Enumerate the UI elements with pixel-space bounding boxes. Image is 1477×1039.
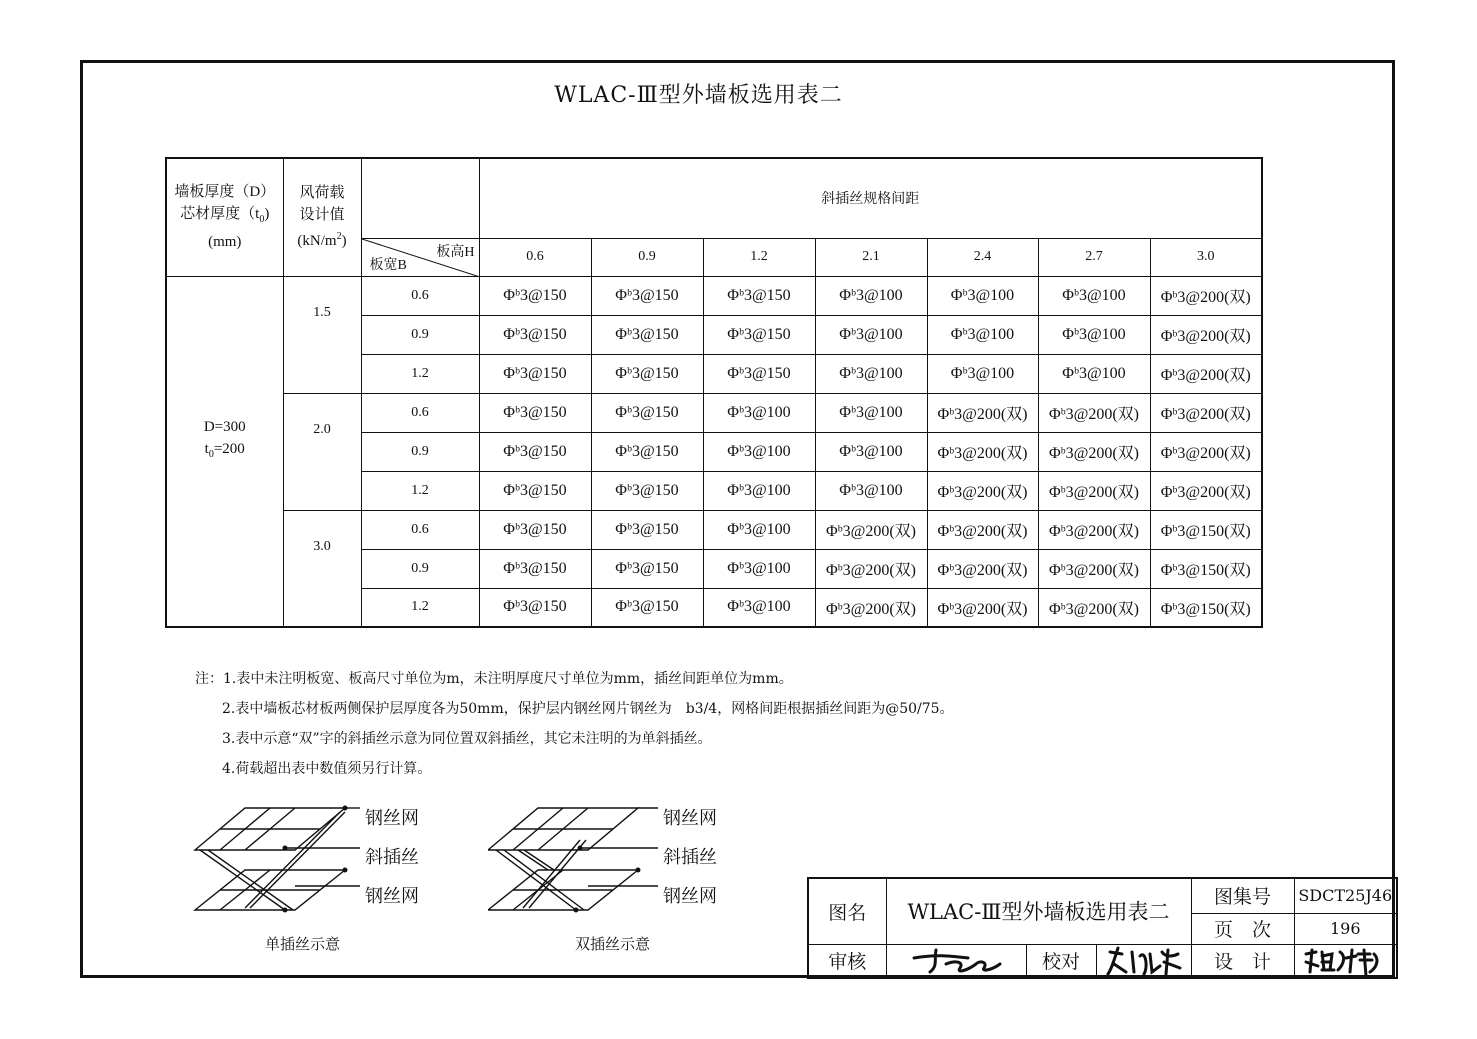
spacing-cell: Φᵇ3@150 — [479, 510, 591, 549]
header-height-1.2: 1.2 — [703, 238, 815, 276]
header-thickness-line3: (mm) — [208, 234, 242, 251]
title-block-name-value: WLAC-Ⅲ型外墙板选用表二 — [886, 878, 1191, 944]
spacing-cell: Φᵇ3@150 — [591, 549, 703, 588]
wind-load-cell: 2.0 — [283, 393, 361, 510]
page-title: WLAC-Ⅲ型外墙板选用表二 — [554, 83, 843, 108]
spacing-cell: Φᵇ3@150 — [479, 432, 591, 471]
spacing-cell: Φᵇ3@100 — [703, 549, 815, 588]
table-row — [166, 276, 1262, 315]
title-block-page-label: 页 次 — [1191, 913, 1294, 944]
title-block-atlas-label: 图集号 — [1191, 878, 1294, 913]
spacing-cell: Φᵇ3@100 — [1038, 354, 1150, 393]
spacing-cell: Φᵇ3@200(双) — [815, 510, 927, 549]
board-width-cell: 0.6 — [361, 276, 479, 315]
spacing-cell: Φᵇ3@100 — [815, 276, 927, 315]
spacing-cell: Φᵇ3@200(双) — [815, 549, 927, 588]
note-item: 注：1.表中未注明板宽、板高尺寸单位为m，未注明厚度尺寸单位为mm，插丝间距单位为mm。 — [195, 671, 793, 687]
spacing-cell: Φᵇ3@100 — [815, 354, 927, 393]
spacing-cell: Φᵇ3@150 — [591, 354, 703, 393]
spacing-cell: Φᵇ3@150 — [479, 315, 591, 354]
spacing-cell: Φᵇ3@150 — [703, 276, 815, 315]
wall-thickness-t: $t_0=200$ — [204, 441, 245, 461]
spacing-cell: Φᵇ3@200(双) — [1038, 588, 1150, 627]
spacing-cell: Φᵇ3@150 — [479, 549, 591, 588]
note-item: 4.荷载超出表中数值须另行计算。 — [222, 761, 432, 777]
spacing-cell: Φᵇ3@200(双) — [1150, 471, 1262, 510]
spacing-cell: Φᵇ3@100 — [927, 276, 1038, 315]
spacing-cell: Φᵇ3@150 — [591, 393, 703, 432]
wind-load-cell: 1.5 — [283, 276, 361, 393]
spacing-cell: Φᵇ3@200(双) — [927, 510, 1038, 549]
spacing-cell: Φᵇ3@200(双) — [927, 588, 1038, 627]
title-block-check-label: 校对 — [1026, 944, 1096, 978]
spacing-cell: Φᵇ3@100 — [1038, 315, 1150, 354]
double-mesh-top-label: 钢丝网 — [663, 808, 717, 829]
header-height-0.9: 0.9 — [591, 238, 703, 276]
wall-thickness-cell — [166, 276, 283, 627]
double-wire-label: 斜插丝 — [663, 847, 717, 868]
spacing-cell: Φᵇ3@100 — [703, 393, 815, 432]
title-block-design-label: 设 计 — [1191, 944, 1294, 978]
spacing-cell: Φᵇ3@100 — [815, 393, 927, 432]
notes — [195, 664, 954, 784]
spacing-cell: Φᵇ3@150 — [479, 354, 591, 393]
spacing-cell: Φᵇ3@200(双) — [927, 432, 1038, 471]
wall-thickness-d: D=300 — [203, 419, 246, 436]
header-diagonal-cell — [361, 238, 479, 276]
spacing-cell: Φᵇ3@150 — [591, 276, 703, 315]
spacing-cell: Φᵇ3@150 — [703, 315, 815, 354]
spacing-cell: Φᵇ3@200(双) — [927, 393, 1038, 432]
board-width-cell: 1.2 — [361, 471, 479, 510]
spacing-cell: Φᵇ3@150 — [591, 471, 703, 510]
signature-check-drawing — [1104, 946, 1184, 976]
spacing-cell: Φᵇ3@200(双) — [1150, 276, 1262, 315]
spacing-cell: Φᵇ3@150 — [591, 315, 703, 354]
double-diagram-caption: 双插丝示意 — [575, 935, 651, 953]
title-block — [807, 877, 1398, 979]
header-board-width: 板宽B — [369, 257, 407, 273]
board-width-cell: 0.6 — [361, 510, 479, 549]
spacing-cell: Φᵇ3@200(双) — [927, 471, 1038, 510]
spacing-cell: Φᵇ3@100 — [815, 315, 927, 354]
title-block-page-value: 196 — [1294, 913, 1397, 944]
header-thickness — [166, 158, 283, 276]
single-diagram-caption: 单插丝示意 — [265, 935, 341, 953]
spacing-cell: Φᵇ3@200(双) — [1038, 393, 1150, 432]
spacing-cell: Φᵇ3@150 — [703, 354, 815, 393]
double-mesh-bottom-label: 钢丝网 — [663, 886, 717, 907]
spacing-cell: Φᵇ3@100 — [703, 588, 815, 627]
selection-table — [165, 157, 1263, 628]
spacing-cell: Φᵇ3@200(双) — [1038, 549, 1150, 588]
note-item: 3.表中示意“双”字的斜插丝示意为同位置双斜插丝，其它未注明的为单斜插丝。 — [222, 731, 712, 747]
double-wire-diagram — [488, 800, 748, 960]
board-width-cell: 1.2 — [361, 588, 479, 627]
spacing-cell: Φᵇ3@150 — [479, 471, 591, 510]
spacing-cell: Φᵇ3@200(双) — [1150, 432, 1262, 471]
spacing-cell: Φᵇ3@150 — [479, 393, 591, 432]
spacing-cell: Φᵇ3@200(双) — [1038, 471, 1150, 510]
spacing-cell: Φᵇ3@150(双) — [1150, 549, 1262, 588]
spacing-cell: Φᵇ3@100 — [927, 354, 1038, 393]
signature-check — [1096, 944, 1191, 978]
signature-design — [1294, 944, 1397, 978]
header-height-2.1: 2.1 — [815, 238, 927, 276]
header-wind-line1: 风荷载 — [299, 185, 345, 202]
single-mesh-bottom-label: 钢丝网 — [365, 886, 419, 907]
spacing-cell: Φᵇ3@200(双) — [1038, 432, 1150, 471]
spacing-cell: Φᵇ3@100 — [703, 510, 815, 549]
table-row — [166, 510, 1262, 549]
spacing-cell: Φᵇ3@200(双) — [1150, 393, 1262, 432]
spacing-cell: Φᵇ3@100 — [815, 471, 927, 510]
spacing-cell: Φᵇ3@100 — [927, 315, 1038, 354]
header-spacing: 斜插丝规格间距 — [479, 158, 1262, 238]
header-thickness-line2: 芯材厚度$(t_0)$ — [180, 206, 270, 226]
title-block-review-label: 审核 — [808, 944, 886, 978]
board-width-cell: 0.9 — [361, 432, 479, 471]
header-height-2.7: 2.7 — [1038, 238, 1150, 276]
header-height-0.6: 0.6 — [479, 238, 591, 276]
board-width-cell: 1.2 — [361, 354, 479, 393]
notes-prefix: 注： — [195, 671, 223, 687]
spacing-cell: Φᵇ3@200(双) — [927, 549, 1038, 588]
board-width-cell: 0.9 — [361, 549, 479, 588]
signature-review — [886, 944, 1026, 978]
header-wind-line3: $(kN/m^2)$ — [297, 231, 347, 250]
single-wire-diagram — [190, 800, 450, 960]
title-block-name-label: 图名 — [808, 878, 886, 944]
spacing-cell: Φᵇ3@150 — [591, 432, 703, 471]
header-empty — [361, 158, 479, 238]
board-width-cell: 0.6 — [361, 393, 479, 432]
note-item: 2.表中墙板芯材板两侧保护层厚度各为50mm，保护层内钢丝网片钢丝为 b3/4，网格间距根据插丝间距为@50/75。 — [222, 701, 954, 717]
single-mesh-top-label: 钢丝网 — [365, 808, 419, 829]
spacing-cell: Φᵇ3@200(双) — [1038, 510, 1150, 549]
header-height-2.4: 2.4 — [927, 238, 1038, 276]
board-width-cell: 0.9 — [361, 315, 479, 354]
signature-design-drawing — [1300, 946, 1390, 976]
spacing-cell: Φᵇ3@150(双) — [1150, 510, 1262, 549]
table-row — [166, 393, 1262, 432]
single-wire-label: 斜插丝 — [365, 847, 419, 868]
spacing-cell: Φᵇ3@100 — [1038, 276, 1150, 315]
header-board-height: 板高H — [436, 244, 475, 260]
spacing-cell: Φᵇ3@200(双) — [1150, 315, 1262, 354]
spacing-cell: Φᵇ3@150 — [591, 588, 703, 627]
spacing-cell: Φᵇ3@150 — [591, 510, 703, 549]
header-wind-line2: 设计值 — [299, 207, 345, 224]
spacing-cell: Φᵇ3@150(双) — [1150, 588, 1262, 627]
header-wind — [283, 158, 361, 276]
header-thickness-line1: 墙板厚度（D） — [174, 184, 276, 201]
spacing-cell: Φᵇ3@200(双) — [815, 588, 927, 627]
spacing-cell: Φᵇ3@150 — [479, 276, 591, 315]
spacing-cell: Φᵇ3@100 — [815, 432, 927, 471]
wind-load-cell: 3.0 — [283, 510, 361, 627]
spacing-cell: Φᵇ3@150 — [479, 588, 591, 627]
spacing-cell: Φᵇ3@100 — [703, 432, 815, 471]
spacing-cell: Φᵇ3@100 — [703, 471, 815, 510]
title-block-atlas-value: SDCT25J46 — [1294, 878, 1397, 913]
signature-review-drawing — [906, 946, 1006, 976]
spacing-cell: Φᵇ3@200(双) — [1150, 354, 1262, 393]
header-height-3.0: 3.0 — [1150, 238, 1262, 276]
